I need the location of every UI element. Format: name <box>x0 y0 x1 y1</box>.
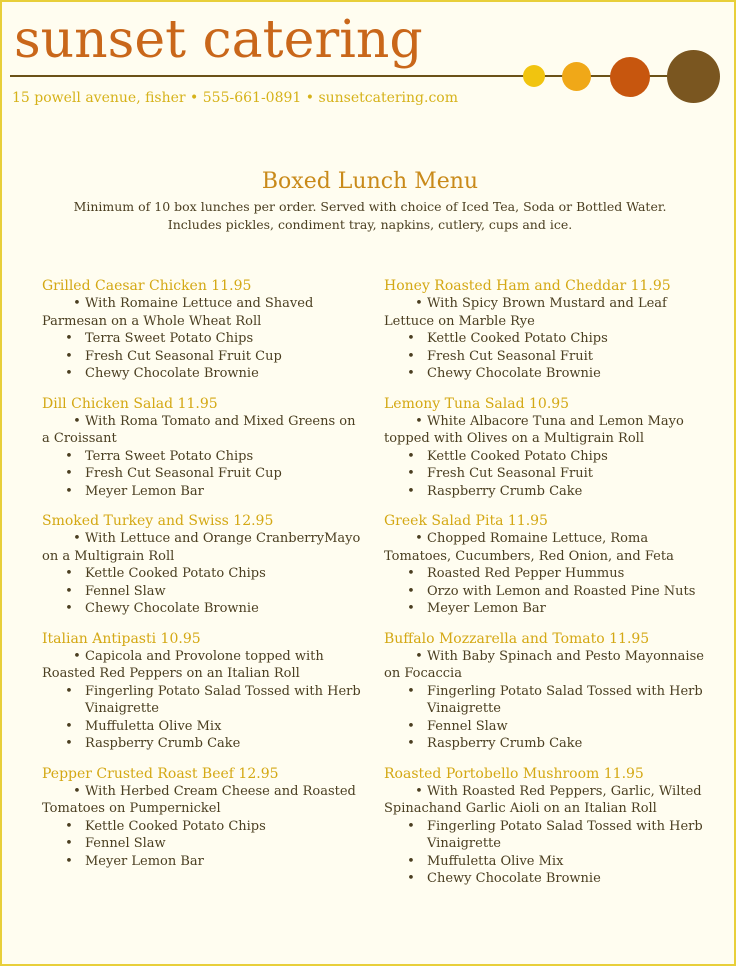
menu-item-components <box>384 783 719 888</box>
menu-item <box>384 277 719 383</box>
menu-item-component: • Muffuletta Olive Mix <box>42 718 362 736</box>
menu-item <box>42 395 362 501</box>
menu-intro <box>2 198 736 234</box>
menu-item-component: • Terra Sweet Potato Chips <box>42 448 362 466</box>
menu-item-component: • Kettle Cooked Potato Chips <box>42 818 362 836</box>
brand-name: sunset catering <box>14 10 423 70</box>
decorative-dot-yellow <box>523 65 545 87</box>
menu-item-title: Roasted Portobello Mushroom 11.95 <box>384 765 644 782</box>
menu-item-components <box>384 648 719 753</box>
menu-item-component: • Roasted Red Pepper Hummus <box>384 565 719 583</box>
menu-item-component: • Chewy Chocolate Brownie <box>42 365 362 383</box>
menu-item-components <box>42 648 362 753</box>
menu-item-component: • Raspberry Crumb Cake <box>384 735 719 753</box>
menu-item-component: • Fingerling Potato Salad Tossed with Herb Vinaigrette <box>384 818 719 853</box>
menu-item-components <box>384 295 719 383</box>
menu-item-title: Italian Antipasti 10.95 <box>42 630 201 647</box>
menu-item-component: • Kettle Cooked Potato Chips <box>42 565 362 583</box>
menu-item-title: Pepper Crusted Roast Beef 12.95 <box>42 765 279 782</box>
menu-item-component: • Chewy Chocolate Brownie <box>42 600 362 618</box>
menu-item-component: • Meyer Lemon Bar <box>384 600 719 618</box>
menu-item <box>384 765 719 888</box>
menu-item-component: • Fennel Slaw <box>42 583 362 601</box>
menu-item-component: • Fingerling Potato Salad Tossed with Herb Vinaigrette <box>384 683 719 718</box>
menu-item <box>42 630 362 753</box>
menu-item-components <box>384 530 719 618</box>
menu-column-left <box>42 277 362 882</box>
menu-item-component: • Fresh Cut Seasonal Fruit Cup <box>42 465 362 483</box>
menu-item <box>384 512 719 618</box>
menu-item-component: • Terra Sweet Potato Chips <box>42 330 362 348</box>
menu-item-component: • Fennel Slaw <box>42 835 362 853</box>
menu-item-components <box>42 295 362 383</box>
menu-item-component: • Chewy Chocolate Brownie <box>384 365 719 383</box>
menu-item-component: • Fresh Cut Seasonal Fruit <box>384 348 719 366</box>
menu-item-component: • White Albacore Tuna and Lemon Mayo topped with Olives on a Multigrain Roll <box>384 413 719 448</box>
menu-item-component: • Muffuletta Olive Mix <box>384 853 719 871</box>
menu-item-title: Greek Salad Pita 11.95 <box>384 513 548 529</box>
menu-item <box>384 630 719 753</box>
menu-item-component: • Kettle Cooked Potato Chips <box>384 448 719 466</box>
menu-column-right <box>384 277 719 900</box>
menu-item-component: • Chewy Chocolate Brownie <box>384 870 719 888</box>
menu-title: Boxed Lunch Menu <box>261 169 479 194</box>
menu-item-component: • Chopped Romaine Lettuce, Roma Tomatoes, Cucumbers, Red Onion, and Feta <box>384 530 719 565</box>
menu-item-component: • With Romaine Lettuce and Shaved Parmesan on a Whole Wheat Roll <box>42 295 362 330</box>
intro-line-1: Minimum of 10 box lunches per order. Served with choice of Iced Tea, Soda or Bottled Water. <box>73 199 667 214</box>
menu-item-component: • With Herbed Cream Cheese and Roasted Tomatoes on Pumpernickel <box>42 783 362 818</box>
menu-item-title: Dill Chicken Salad 11.95 <box>42 395 218 412</box>
menu-item-component: • With Baby Spinach and Pesto Mayonnaise on Focaccia <box>384 648 719 683</box>
menu-item-component: • Fresh Cut Seasonal Fruit Cup <box>42 348 362 366</box>
menu-item-component: • Meyer Lemon Bar <box>42 853 362 871</box>
menu-item-component: • With Roma Tomato and Mixed Greens on a Croissant <box>42 413 362 448</box>
intro-line-2: Includes pickles, condiment tray, napkins, cutlery, cups and ice. <box>167 217 573 232</box>
menu-item-component: • With Roasted Red Peppers, Garlic, Wilted Spinachand Garlic Aioli on an Italian Roll <box>384 783 719 818</box>
menu-item <box>42 512 362 618</box>
menu-item-component: • Capicola and Provolone topped with Roasted Red Peppers on an Italian Roll <box>42 648 362 683</box>
menu-item-components <box>42 530 362 618</box>
menu-item-component: • Kettle Cooked Potato Chips <box>384 330 719 348</box>
decorative-dot-orange <box>610 57 650 97</box>
menu-item-component: • Raspberry Crumb Cake <box>42 735 362 753</box>
menu-item-components <box>384 413 719 501</box>
menu-item <box>384 395 719 501</box>
menu-item <box>42 765 362 871</box>
menu-item-component: • Orzo with Lemon and Roasted Pine Nuts <box>384 583 719 601</box>
contact-line: 15 powell avenue, fisher • 555-661-0891 • sunsetcatering.com <box>12 90 459 106</box>
menu-item-title: Honey Roasted Ham and Cheddar 11.95 <box>384 278 671 294</box>
menu-item-component: • With Lettuce and Orange CranberryMayo on a Multigrain Roll <box>42 530 362 565</box>
menu-item <box>42 277 362 383</box>
menu-item-title: Lemony Tuna Salad 10.95 <box>384 395 570 412</box>
menu-item-component: • Fingerling Potato Salad Tossed with Herb Vinaigrette <box>42 683 362 718</box>
menu-item-components <box>42 783 362 871</box>
menu-item-component: • Raspberry Crumb Cake <box>384 483 719 501</box>
menu-item-title: Grilled Caesar Chicken 11.95 <box>42 278 252 294</box>
menu-item-component: • Meyer Lemon Bar <box>42 483 362 501</box>
decorative-dot-brown <box>667 50 720 103</box>
menu-item-title: Smoked Turkey and Swiss 12.95 <box>42 513 274 529</box>
menu-item-component: • With Spicy Brown Mustard and Leaf Lettuce on Marble Rye <box>384 295 719 330</box>
decorative-dot-amber <box>562 62 591 91</box>
menu-item-component: • Fennel Slaw <box>384 718 719 736</box>
menu-item-title: Buffalo Mozzarella and Tomato 11.95 <box>384 630 650 647</box>
menu-item-components <box>42 413 362 501</box>
menu-item-component: • Fresh Cut Seasonal Fruit <box>384 465 719 483</box>
